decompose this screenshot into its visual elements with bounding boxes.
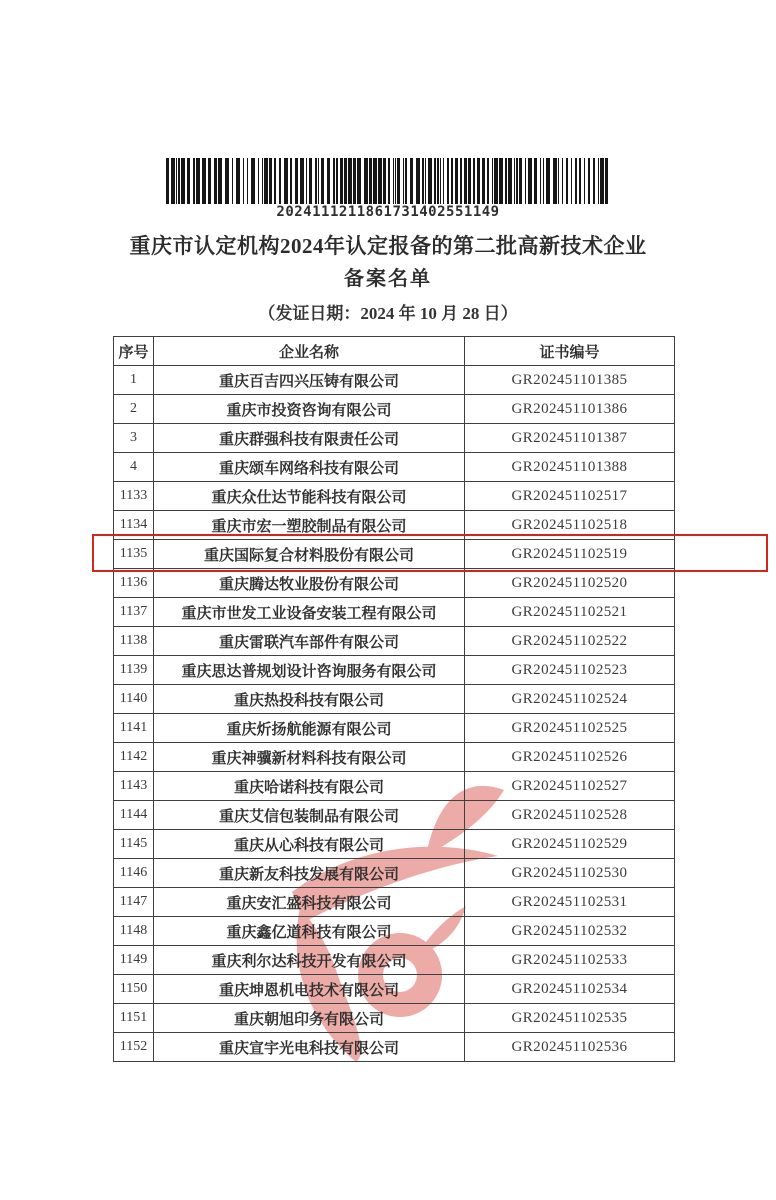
- cell-company: 重庆神骥新材料科技有限公司: [154, 743, 465, 772]
- cell-company: 重庆朝旭印务有限公司: [154, 1004, 465, 1033]
- table-row: [114, 366, 675, 395]
- cell-seq: 1145: [114, 830, 154, 859]
- cell-cert: GR202451102523: [465, 656, 675, 685]
- cell-cert: GR202451102530: [465, 859, 675, 888]
- cell-cert: GR202451102525: [465, 714, 675, 743]
- table-header: [114, 337, 675, 366]
- cell-company: 重庆坤恩机电技术有限公司: [154, 975, 465, 1004]
- cell-seq: 1142: [114, 743, 154, 772]
- document-title-line2: 备案名单: [344, 268, 432, 290]
- cell-seq: 2: [114, 395, 154, 424]
- table-row: [114, 772, 675, 801]
- cell-company: 重庆艾信包装制品有限公司: [154, 801, 465, 830]
- cell-seq: 1137: [114, 598, 154, 627]
- cell-company: 重庆从心科技有限公司: [154, 830, 465, 859]
- cell-seq: 1152: [114, 1033, 154, 1062]
- table-row: [114, 888, 675, 917]
- table-row: [114, 453, 675, 482]
- cell-cert: GR202451102532: [465, 917, 675, 946]
- barcode-number: 2024111211861731402551149: [276, 204, 500, 220]
- table-row: [114, 685, 675, 714]
- table-row: [114, 801, 675, 830]
- table-row: [114, 598, 675, 627]
- cell-company: 重庆哈诺科技有限公司: [154, 772, 465, 801]
- cell-cert: GR202451102536: [465, 1033, 675, 1062]
- cell-cert: GR202451102520: [465, 569, 675, 598]
- cell-cert: GR202451102518: [465, 511, 675, 540]
- table-row: [114, 743, 675, 772]
- companies-table: [113, 336, 675, 1062]
- cell-company: 重庆新友科技发展有限公司: [154, 859, 465, 888]
- cell-company: 重庆市投资咨询有限公司: [154, 395, 465, 424]
- cell-cert: GR202451102517: [465, 482, 675, 511]
- cell-seq: 1144: [114, 801, 154, 830]
- cell-seq: 4: [114, 453, 154, 482]
- cell-seq: 1134: [114, 511, 154, 540]
- table-row: [114, 859, 675, 888]
- cell-company: 重庆热投科技有限公司: [154, 685, 465, 714]
- cell-company: 重庆百吉四兴压铸有限公司: [154, 366, 465, 395]
- cell-cert: GR202451102529: [465, 830, 675, 859]
- cell-company: 重庆众仕达节能科技有限公司: [154, 482, 465, 511]
- cell-seq: 1148: [114, 917, 154, 946]
- table-row: [114, 714, 675, 743]
- table-row: [114, 569, 675, 598]
- cell-company: 重庆国际复合材料股份有限公司: [154, 540, 465, 569]
- cell-cert: GR202451102531: [465, 888, 675, 917]
- cell-company: 重庆鑫亿道科技有限公司: [154, 917, 465, 946]
- cell-cert: GR202451102527: [465, 772, 675, 801]
- cell-company: 重庆宣宇光电科技有限公司: [154, 1033, 465, 1062]
- table-row: [114, 975, 675, 1004]
- cell-cert: GR202451102526: [465, 743, 675, 772]
- cell-seq: 1135: [114, 540, 154, 569]
- cell-company: 重庆雷联汽车部件有限公司: [154, 627, 465, 656]
- header-seq: 序号: [114, 337, 154, 366]
- cell-seq: 3: [114, 424, 154, 453]
- table-row: [114, 946, 675, 975]
- table-row: [114, 482, 675, 511]
- document-title-line1: 重庆市认定机构2024年认定报备的第二批高新技术企业: [129, 234, 647, 258]
- cell-seq: 1146: [114, 859, 154, 888]
- cell-company: 重庆思达普规划设计咨询服务有限公司: [154, 656, 465, 685]
- cell-cert: GR202451101388: [465, 453, 675, 482]
- barcode: [166, 158, 612, 204]
- cell-seq: 1141: [114, 714, 154, 743]
- cell-cert: GR202451102534: [465, 975, 675, 1004]
- cell-cert: GR202451102535: [465, 1004, 675, 1033]
- table-row: [114, 1004, 675, 1033]
- cell-company: 重庆市世发工业设备安装工程有限公司: [154, 598, 465, 627]
- cell-seq: 1151: [114, 1004, 154, 1033]
- cell-cert: GR202451102528: [465, 801, 675, 830]
- table-row: [114, 627, 675, 656]
- issue-date-line: （发证日期：2024 年 10 月 28 日）: [258, 304, 518, 323]
- cell-seq: 1136: [114, 569, 154, 598]
- cell-cert: GR202451102522: [465, 627, 675, 656]
- cell-seq: 1: [114, 366, 154, 395]
- table-row: [114, 830, 675, 859]
- cell-company: 重庆利尔达科技开发有限公司: [154, 946, 465, 975]
- table-row: [114, 395, 675, 424]
- cell-cert: GR202451102524: [465, 685, 675, 714]
- cell-cert: GR202451101386: [465, 395, 675, 424]
- table-body: [114, 366, 675, 1062]
- header-row: [114, 337, 675, 366]
- table-row: [114, 917, 675, 946]
- cell-company: 重庆群强科技有限责任公司: [154, 424, 465, 453]
- cell-seq: 1140: [114, 685, 154, 714]
- cell-seq: 1133: [114, 482, 154, 511]
- cell-seq: 1143: [114, 772, 154, 801]
- cell-cert: GR202451102521: [465, 598, 675, 627]
- cell-company: 重庆颂车网络科技有限公司: [154, 453, 465, 482]
- cell-company: 重庆炘扬航能源有限公司: [154, 714, 465, 743]
- cell-seq: 1139: [114, 656, 154, 685]
- table-row: [114, 424, 675, 453]
- cell-company: 重庆市宏一塑胶制品有限公司: [154, 511, 465, 540]
- cell-seq: 1149: [114, 946, 154, 975]
- cell-cert: GR202451102533: [465, 946, 675, 975]
- header-cert: 证书编号: [465, 337, 675, 366]
- header-company: 企业名称: [154, 337, 465, 366]
- cell-seq: 1138: [114, 627, 154, 656]
- cell-cert: GR202451102519: [465, 540, 675, 569]
- table-row: [114, 1033, 675, 1062]
- cell-seq: 1150: [114, 975, 154, 1004]
- cell-company: 重庆安汇盛科技有限公司: [154, 888, 465, 917]
- table-row: [114, 656, 675, 685]
- highlight-box: [92, 534, 768, 572]
- cell-seq: 1147: [114, 888, 154, 917]
- cell-company: 重庆腾达牧业股份有限公司: [154, 569, 465, 598]
- cell-cert: GR202451101385: [465, 366, 675, 395]
- cell-cert: GR202451101387: [465, 424, 675, 453]
